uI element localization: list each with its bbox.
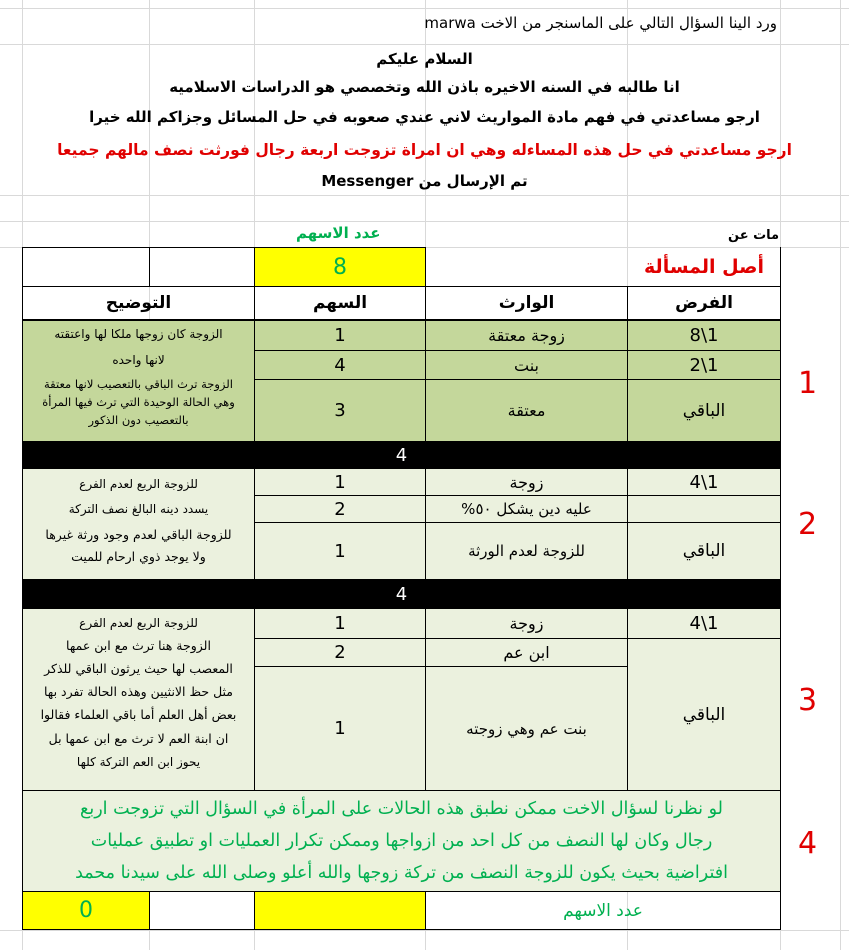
- s2-explanation[interactable]: [22, 468, 255, 580]
- s2-explain-2: يسدد دينه البالغ نصف التركة: [68, 502, 209, 516]
- header-line1: ورد الينا السؤال التالي على الماسنجر من الاخت marwa: [424, 14, 777, 32]
- header-tawdih: التوضيح: [22, 286, 255, 320]
- s1-explain-3: الزوجة ترث الباقي بالتعصيب لانها معتقة: [44, 377, 233, 391]
- s2-fard-3[interactable]: الباقي: [627, 522, 781, 580]
- s2-total-bar: 4: [22, 579, 781, 609]
- s3-warith-3[interactable]: بنت عم وهي زوجته: [425, 666, 628, 791]
- s1-sahm-3[interactable]: 3: [254, 379, 426, 442]
- s3-fard-2[interactable]: الباقي: [627, 638, 781, 791]
- header-sahm: السهم: [254, 286, 426, 320]
- footer-yellow-cell[interactable]: [254, 891, 426, 930]
- s4-line-1: لو نظرنا لسؤال الاخت ممكن نطبق هذه الحالات على المرأة في السؤال التي تزوجت اربع: [80, 799, 723, 819]
- s1-explain-2: لانها واحده: [112, 353, 165, 367]
- s1-explain-4: وهي الحالة الوحيدة التي ترث فيها المرأة: [42, 395, 235, 409]
- s3-warith-2[interactable]: ابن عم: [425, 638, 628, 667]
- s3-explain-6: ان ابنة العم لا ترث مع ابن عمها بل: [48, 731, 229, 746]
- header-line5: ارجو مساعدتي في حل هذه المساءله وهي ان امراة تزوجت اربعة رجال فورثت نصف مالهم جميعا: [57, 141, 792, 159]
- asl-almasala-label: أصل المسألة: [425, 247, 781, 287]
- s3-sahm-2[interactable]: 2: [254, 638, 426, 667]
- footer-label: عدد الاسهم: [425, 891, 781, 930]
- s3-sahm-1[interactable]: 1: [254, 608, 426, 639]
- mat-an-label: مات عن: [728, 228, 780, 243]
- s1-explain-1: الزوجة كان زوجها ملكا لها واعتقته: [54, 327, 223, 341]
- s1-sahm-2[interactable]: 4: [254, 350, 426, 380]
- s1-fard-3[interactable]: الباقي: [627, 379, 781, 442]
- s3-sahm-3[interactable]: 1: [254, 666, 426, 791]
- s3-explain-7: يحوز ابن العم التركة كلها: [76, 755, 201, 769]
- s3-fard-1[interactable]: 1\4: [627, 608, 781, 639]
- s4-line-3: افتراضية بحيث يكون للزوجة النصف من تركة زوجها والله أعلو وصلى الله على سيدنا محمد: [75, 863, 728, 883]
- s4-conclusion[interactable]: [22, 790, 781, 892]
- s4-line-2: رجال وكان لها النصف من كل احد من ازواجها وممكن تكرار العمليات او تطبيق عمليات: [90, 831, 713, 851]
- s3-explain-3: المعصب لها حيث يرثون الباقي للذكر: [44, 661, 233, 676]
- s1-explain-5: بالتعصيب دون الذكور: [88, 413, 189, 427]
- s2-fard-2[interactable]: [627, 495, 781, 523]
- cell-empty-2[interactable]: [149, 247, 255, 287]
- header-warith: الوارث: [425, 286, 628, 320]
- s1-warith-1[interactable]: زوجة معتقة: [425, 320, 628, 351]
- section1-number: 1: [798, 366, 818, 401]
- s3-explain-1: للزوجة الربع لعدم الفرع: [79, 616, 198, 630]
- s1-warith-2[interactable]: بنت: [425, 350, 628, 380]
- section3-number: 3: [798, 683, 818, 718]
- s2-sahm-3[interactable]: 1: [254, 522, 426, 580]
- s1-explanation[interactable]: [22, 320, 255, 442]
- s2-sahm-1[interactable]: 1: [254, 468, 426, 496]
- s2-warith-3[interactable]: للزوجة لعدم الورثة: [425, 522, 628, 580]
- header-line4: ارجو مساعدتي في فهم مادة المواريث لاني عندي صعوبه في حل المسائل وجزاكم الله خيرا: [89, 108, 760, 126]
- s2-explain-3: للزوجة الباقي لعدم وجود ورثة غيرها: [45, 527, 232, 542]
- s3-explain-4: مثل حظ الانثيين وهذه الحالة تفرد بها: [44, 684, 234, 699]
- shares-count-label: عدد الاسهم: [296, 224, 381, 242]
- s3-explain-5: بعض أهل العلم أما باقي العلماء فقالوا: [40, 707, 237, 722]
- s1-fard-1[interactable]: 1\8: [627, 320, 781, 351]
- section2-number: 2: [798, 507, 818, 542]
- s1-total-bar: 4: [22, 441, 781, 469]
- s1-fard-2[interactable]: 1\2: [627, 350, 781, 380]
- s1-warith-3[interactable]: معتقة: [425, 379, 628, 442]
- footer-empty[interactable]: [149, 891, 255, 930]
- header-line6: تم الإرسال من Messenger: [321, 172, 528, 190]
- shares-count-value[interactable]: 8: [254, 247, 426, 287]
- s2-explain-1: للزوجة الربع لعدم الفرع: [79, 477, 198, 491]
- header-line2: السلام عليكم: [376, 50, 473, 68]
- s2-fard-1[interactable]: 1\4: [627, 468, 781, 496]
- s2-explain-4: ولا يوجد ذوي ارحام للميت: [71, 549, 206, 564]
- s3-explain-2: الزوجة هنا ترث مع ابن عمها: [66, 638, 211, 653]
- s2-warith-1[interactable]: زوجة: [425, 468, 628, 496]
- header-line3: انا طالبه في السنه الاخيره باذن الله وتخصصي هو الدراسات الاسلاميه: [169, 78, 680, 96]
- s2-sahm-2[interactable]: 2: [254, 495, 426, 523]
- section4-number: 4: [798, 826, 818, 861]
- s2-warith-2[interactable]: عليه دين يشكل ٥٠%: [425, 495, 628, 523]
- s1-sahm-1[interactable]: 1: [254, 320, 426, 351]
- s3-warith-1[interactable]: زوجة: [425, 608, 628, 639]
- header-fard: الفرض: [627, 286, 781, 320]
- s3-explanation[interactable]: [22, 608, 255, 791]
- cell-empty-1[interactable]: [22, 247, 150, 287]
- footer-value[interactable]: 0: [22, 891, 150, 930]
